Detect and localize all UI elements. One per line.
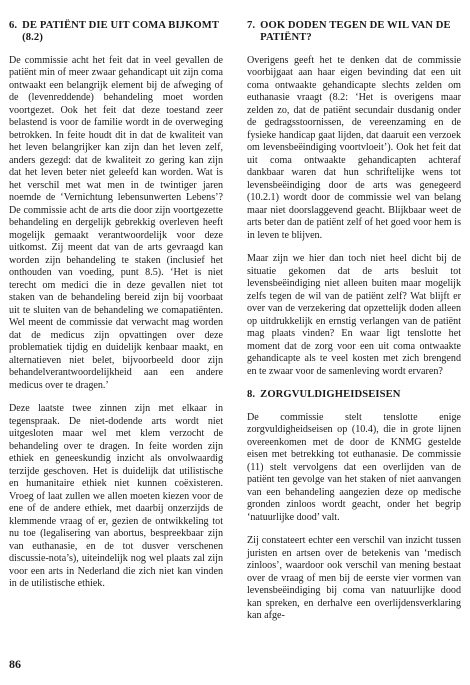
paragraph: De commissie stelt tenslotte enige zorgvuldigheidseisen op (10.4), die in grote lijnen overeenkomen met de door de KNMG gestelde eisen met betrekking tot euthanasie. De commissie (11) stelt vervolgens dat een overlijden van de patiënt ten gevolge van het staken of niet aanvangen van een behandeling aangezien deze op medische gronden zinloos wordt geacht, onder het begrip ‘natuurlijke dood’ valt. bbox=[247, 411, 461, 523]
section-heading-6 bbox=[9, 20, 223, 45]
section-heading-7 bbox=[247, 20, 461, 45]
section-title: DE PATIËNT DIE UIT COMA BIJKOMT (8.2) bbox=[22, 20, 219, 44]
left-column bbox=[9, 20, 223, 602]
paragraph: Overigens geeft het te denken dat de commissie voorbijgaat aan haar eigen bevinding dat een uit coma ontwaakte gehandicapte slechts zelden om euthanasie vraagt (8.2: ‘Het is overigens maar zelden zo, dat de patiënt secundair dusdanig onder de gedragsstoornissen, de vereenzaming en de fysieke handicap gaat lijden, dat daaruit een verzoek om levensbeëindiging voortvloeit’). Ook het feit dat uit coma ontwaakte gehandicapten achteraf dankbaar waren dat hun schriftelijke wens tot levensbeëindiging door de arts was genegeerd (10.2.1) wordt door de commissie wel van belang maar niet doorslaggevend geacht. Blijkbaar weet de arts beter dan de patiënt zelf of het goed voor hem is in leven te blijven. bbox=[247, 54, 461, 241]
section-title: OOK DODEN TEGEN DE WIL VAN DE PATIËNT? bbox=[260, 20, 451, 44]
paragraph: Maar zijn we hier dan toch niet heel dicht bij de situatie gekomen dat de arts besluit tot levensbeëindiging niet alleen buiten maar mogelijk zelfs tegen de wil van de patiënt zelf? Wat blijft er over van de verzekering dat opzettelijk doden alleen op uitdrukkelijk en ernstig verlangen van de patiënt mag plaats vinden? En waar ligt tenslotte het moment dat de zorg voor een uit coma ontwaakte gehandicapte als te veel kosten met zich brengend en te zwaar voor de samenleving wordt ervaren? bbox=[247, 253, 461, 377]
section-number: 8. bbox=[247, 389, 256, 401]
section-title: ZORGVULDIGHEIDSEISEN bbox=[260, 389, 401, 401]
paragraph: Zij constateert echter een verschil van inzicht tussen juristen en artsen over de betekenis van ‘medisch zinloos’, waardoor ook verschil van mening bestaat over de vraag of men bij de eerste vier vormen van levensbeëindiging bij coma van natuurlijke dood kan spreken, en derhalve een overlijdensverklaring kan afge- bbox=[247, 535, 461, 622]
paragraph: De commissie acht het feit dat in veel gevallen de patiënt min of meer zwaar gehandicapt uit zijn coma ontwaakt een belangrijk element bij de afweging of de (levenreddende) behandeling moet worden voortgezet. Ook het feit dat deze toestand zeer belastend is voor de familie wordt in de overweging betrokken. In feite houdt dit in dat de kwaliteit van het leven belangrijker kan zijn dan het leven zelf, anders gezegd: dat de kwaliteit zo gering kan zijn dat het leven beter niet geleefd kan worden. Wat is het verschil met wat men in de twintiger jaren noemde de ‘Vernichtung lebensunwerten Lebens’? De commissie acht de arts die door zijn voortgezette behandeling en dergelijk gebrekkig overleven heeft mogelijk gemaakt verantwoordelijk voor deze uitkomst. Zij meent dat van de arts gevraagd kan worden zijn behandeling te staken (inclusief het onthouden van voeding, punt 8.5). ‘Het is niet terecht om medici die in deze gevallen niet tot staken van de behandeling bereid zijn bij voorbaat uit te sluiten van de behandeling we comapatiënten. Wel meent de commissie dat verwacht mag worden dat de medicus zijn opvattingen over deze problematiek tijdig en duidelijk kenbaar maakt, en alternatieven niet belet, bijvoorbeeld door zijn behandelverantwoordelijkheid aan een andere medicus over te dragen.’ bbox=[9, 54, 223, 391]
paragraph: Deze laatste twee zinnen zijn met elkaar in tegenspraak. De niet-dodende arts wordt niet uitgesloten maar wel met klem verzocht de behandeling over te dragen. In feite worden zijn ethiek en geneeskundig inzicht als onvolwaardig terzijde geschoven. Het is duidelijk dat utilistische en humanitaire ethiek niet kunnen coëxisteren. Vroeg of laat zullen we allen moeten kiezen voor de ene of de andere ethiek, met daarbij onzerzijds de klemmende vraag of er, gezien de ontwikkeling tot nu toe (legalisering van abortus, bespreekbaar zijn van euthanasie, en de tot dusver verschenen discussie-nota’s), uiteindelijk nog wel plaats zal zijn voor een arts in Nederland die zich niet kan vinden in de utilistische ethiek. bbox=[9, 403, 223, 590]
section-number: 6. bbox=[9, 20, 18, 31]
section-number: 7. bbox=[247, 20, 256, 31]
section-heading-8 bbox=[247, 389, 461, 401]
page-number: 86 bbox=[9, 657, 21, 671]
right-column bbox=[247, 20, 461, 634]
